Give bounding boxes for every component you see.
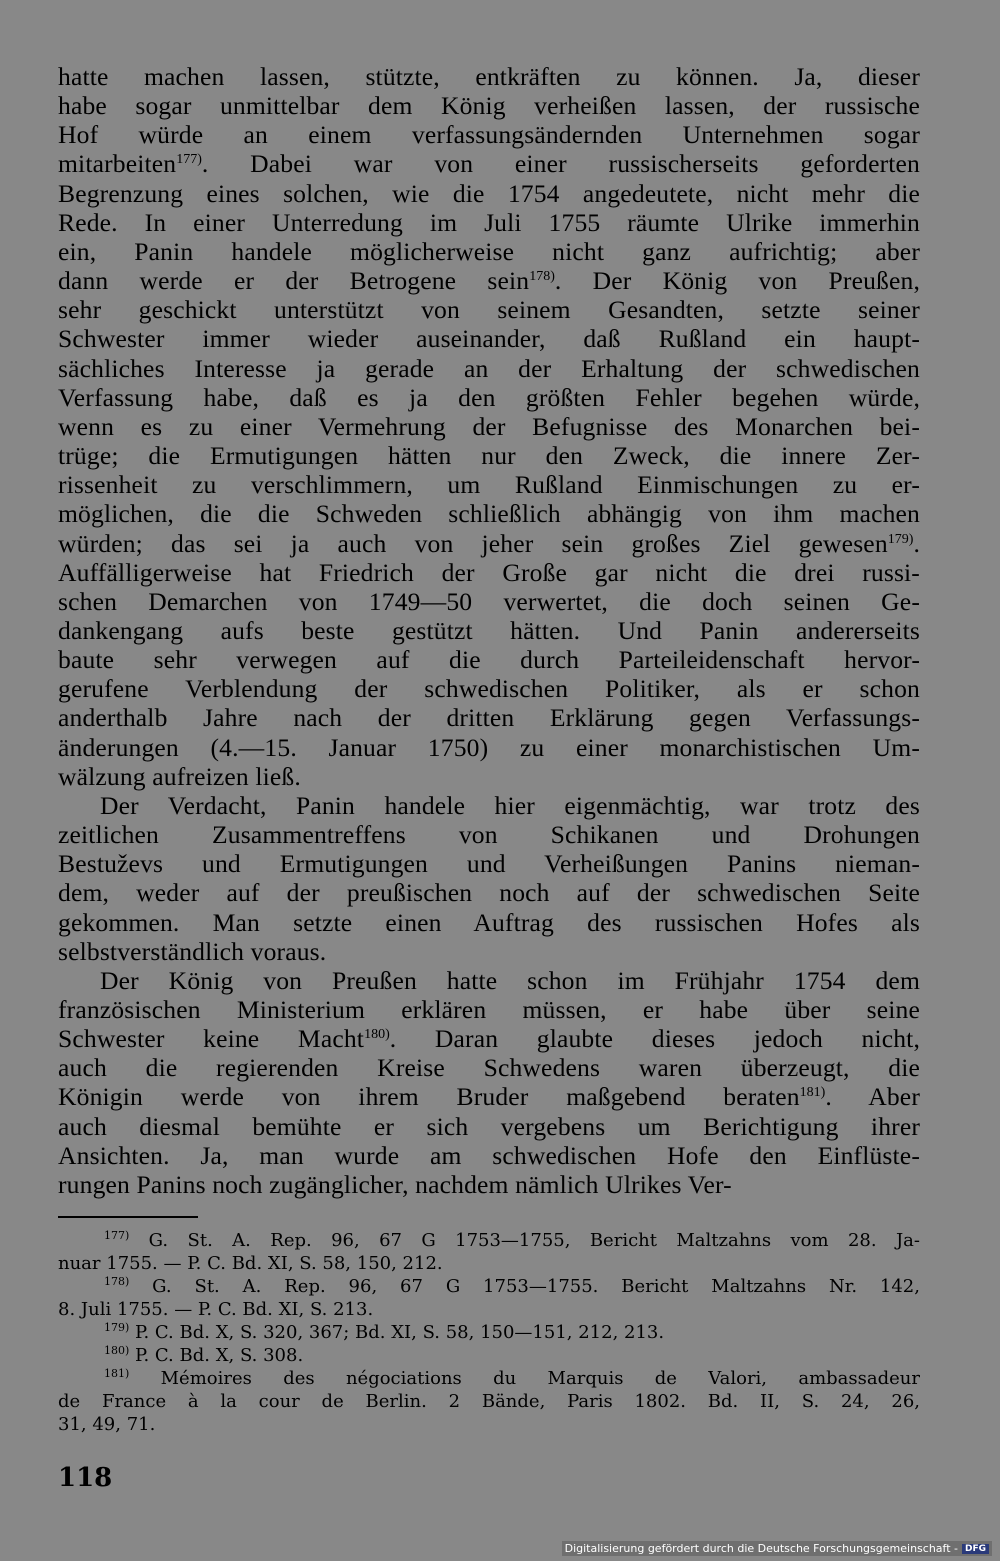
text-line-segment: zeitlichen Zusammentreffens von Schikanen und Drohungen: [58, 820, 920, 850]
text-line-segment: Schwester keine Macht: [58, 1024, 365, 1054]
footnote-reference[interactable]: 178): [529, 269, 555, 285]
text-line: [58, 587, 920, 616]
text-line-segment: änderungen (4.—15. Januar 1750) zu einer monarchistischen Um-: [58, 732, 920, 762]
text-line: [58, 645, 920, 674]
text-line-segment: Schwester immer wieder auseinander, daß Rußland ein haupt-: [58, 324, 920, 354]
text-line: [58, 441, 920, 470]
footnote-line: [58, 1275, 920, 1298]
text-line-segment: auch diesmal bemühte er sich vergebens um Berichtigung ihrer: [58, 1111, 920, 1141]
text-line: [58, 1112, 920, 1141]
text-line: [58, 1141, 920, 1170]
text-line: [58, 674, 920, 703]
text-line-segment: Bestuževs und Ermutigungen und Verheißungen Panins nieman-: [58, 849, 920, 879]
text-line: [58, 791, 920, 820]
text-line-segment: . Daran glaubte dieses jedoch nicht,: [389, 1024, 920, 1054]
footnote-text: G. St. A. Rep. 96, 67 G 1753—1755, Bericht Maltzahns vom 28. Ja-: [129, 1230, 920, 1251]
text-line-segment: gerufene Verblendung der schwedischen Politiker, als er schon: [58, 674, 920, 704]
footnote-line: [58, 1367, 920, 1390]
text-line-segment: Der Verdacht, Panin handele hier eigenmächtig, war trotz des: [100, 790, 920, 820]
text-line: [58, 995, 920, 1024]
text-line: [58, 266, 920, 295]
text-line: [58, 62, 920, 91]
dfg-logo: DFG: [962, 1544, 989, 1554]
text-line: [58, 237, 920, 266]
text-line-segment: anderthalb Jahre nach der dritten Erklärung gegen Verfassungs-: [58, 703, 920, 733]
footnote-line: [58, 1321, 920, 1344]
text-line-segment: Der König von Preußen hatte schon im Frühjahr 1754 dem: [100, 965, 920, 995]
text-line-segment: Verfassung habe, daß es ja den größten Fehler begehen würde,: [58, 382, 920, 412]
footnote-continuation: 31, 49, 71.: [58, 1414, 156, 1435]
text-line: [58, 762, 920, 791]
text-line: [58, 120, 920, 149]
footnote-line: [58, 1229, 920, 1252]
footnote-mark: 177): [104, 1229, 130, 1242]
text-line-segment: sehr geschickt unterstützt von seinem Gesandten, setzte seiner: [58, 295, 920, 325]
text-line-segment: Hof würde an einem verfassungsändernden Unternehmen sogar: [58, 120, 920, 150]
text-line: [58, 1053, 920, 1082]
footnote-reference[interactable]: 179): [887, 531, 914, 547]
text-line-segment: baute sehr verwegen auf die durch Parteileidenschaft hervor-: [58, 645, 920, 675]
text-line: [58, 1024, 920, 1053]
text-line: [58, 1170, 920, 1199]
text-line: [58, 179, 920, 208]
footnote-mark: 179): [104, 1321, 130, 1334]
footnote-reference[interactable]: 181): [799, 1085, 826, 1101]
text-line: [58, 558, 920, 587]
text-line-segment: sächliches Interesse ja gerade an der Erhaltung der schwedischen: [58, 353, 920, 383]
footnote-text: G. St. A. Rep. 96, 67 G 1753—1755. Bericht Maltzahns Nr. 142,: [129, 1276, 920, 1297]
text-line: [58, 91, 920, 120]
text-line-segment: wälzung aufreizen ließ.: [58, 761, 301, 791]
text-line-segment: dann werde er der Betrogene sein: [58, 266, 530, 296]
text-line: [58, 149, 920, 178]
text-line: [58, 966, 920, 995]
footnote-reference[interactable]: 177): [176, 152, 202, 168]
text-line: [58, 499, 920, 528]
text-line: [58, 383, 920, 412]
footnote-mark: 180): [104, 1344, 130, 1357]
text-line-segment: möglichen, die die Schweden schließlich abhängig von ihm machen: [58, 499, 920, 529]
text-line: [58, 908, 920, 937]
text-line-segment: . Dabei war von einer russischerseits geforderten: [201, 149, 920, 179]
text-line-segment: Ansichten. Ja, man wurde am schwedischen Hofe den Einflüste-: [58, 1140, 920, 1170]
footnote-continuation: nuar 1755. — P. C. Bd. XI, S. 58, 150, 212.: [58, 1253, 443, 1274]
footnote-mark: 178): [104, 1275, 130, 1288]
footnote-separator: [58, 1216, 198, 1218]
text-line: [58, 733, 920, 762]
footnote-text: P. C. Bd. X, S. 320, 367; Bd. XI, S. 58, 150—151, 212, 213.: [129, 1322, 665, 1343]
text-line-segment: rungen Panins noch zugänglicher, nachdem nämlich Ulrikes Ver-: [58, 1169, 732, 1199]
text-line: [58, 703, 920, 732]
text-line-segment: hatte machen lassen, stützte, entkräften zu können. Ja, dieser: [58, 62, 920, 91]
text-line-segment: ein, Panin handele möglicherweise nicht ganz aufrichtig; aber: [58, 236, 920, 266]
text-line: [58, 295, 920, 324]
footnote-continuation: de France à la cour de Berlin. 2 Bände, Paris 1802. Bd. II, S. 24, 26,: [58, 1391, 920, 1412]
text-line-segment: Königin werde von ihrem Bruder maßgebend beraten: [58, 1082, 800, 1112]
text-line: [58, 849, 920, 878]
text-line-segment: mitarbeiten: [58, 149, 177, 179]
text-line: [58, 470, 920, 499]
text-line-segment: dankengang aufs beste gestützt hätten. Und Panin andererseits: [58, 615, 920, 645]
digitization-credit: [562, 1541, 992, 1556]
text-line-segment: Auffälligerweise hat Friedrich der Große gar nicht die drei russi-: [58, 557, 920, 587]
text-line: [58, 820, 920, 849]
text-line-segment: auch die regierenden Kreise Schwedens waren überzeugt, die: [58, 1053, 920, 1083]
credit-text: Digitalisierung gefördert durch die Deutsche Forschungsgemeinschaft -: [564, 1542, 958, 1555]
text-line-segment: . Aber: [825, 1082, 920, 1112]
footnote-reference[interactable]: 180): [364, 1027, 390, 1043]
text-line-segment: wenn es zu einer Vermehrung der Befugnisse des Monarchen bei-: [58, 411, 920, 441]
text-line-segment: schen Demarchen von 1749—50 verwertet, die doch seinen Ge-: [58, 586, 920, 616]
text-line: [58, 208, 920, 237]
text-line-segment: Rede. In einer Unterredung im Juli 1755 räumte Ulrike immerhin: [58, 207, 920, 237]
footnote-text: Mémoires des négociations du Marquis de Valori, ambassadeur: [129, 1368, 920, 1389]
page-number: 118: [58, 1463, 113, 1493]
text-line-segment: .: [913, 528, 920, 558]
footnote-line: [58, 1344, 920, 1367]
text-line-segment: . Der König von Preußen,: [554, 266, 921, 296]
text-line: [58, 1082, 920, 1111]
text-line-segment: französischen Ministerium erklären müssen, er habe über seine: [58, 995, 920, 1024]
text-line: [58, 529, 920, 558]
text-line: [58, 937, 920, 966]
body-text: [58, 62, 920, 1199]
text-line-segment: trüge; die Ermutigungen hätten nur den Zweck, die innere Zer-: [58, 441, 920, 471]
text-line-segment: würden; das sei ja auch von jeher sein großes Ziel gewesen: [58, 528, 888, 558]
text-line-segment: Begrenzung eines solchen, wie die 1754 angedeutete, nicht mehr die: [58, 178, 920, 208]
text-line: [58, 412, 920, 441]
text-line-segment: gekommen. Man setzte einen Auftrag des russischen Hofes als: [58, 907, 920, 937]
text-line: [58, 878, 920, 907]
text-line-segment: selbstverständlich voraus.: [58, 936, 327, 966]
footnote-continuation: 8. Juli 1755. — P. C. Bd. XI, S. 213.: [58, 1299, 374, 1320]
footnote-mark: 181): [104, 1367, 130, 1380]
text-line: [58, 616, 920, 645]
footnotes: [58, 1229, 920, 1436]
text-line-segment: habe sogar unmittelbar dem König verheißen lassen, der russische: [58, 91, 920, 121]
text-line-segment: rissenheit zu verschlimmern, um Rußland Einmischungen zu er-: [58, 470, 920, 500]
footnote-text: P. C. Bd. X, S. 308.: [129, 1345, 304, 1366]
text-line: [58, 324, 920, 353]
text-line-segment: dem, weder auf der preußischen noch auf der schwedischen Seite: [58, 878, 920, 908]
text-line: [58, 354, 920, 383]
